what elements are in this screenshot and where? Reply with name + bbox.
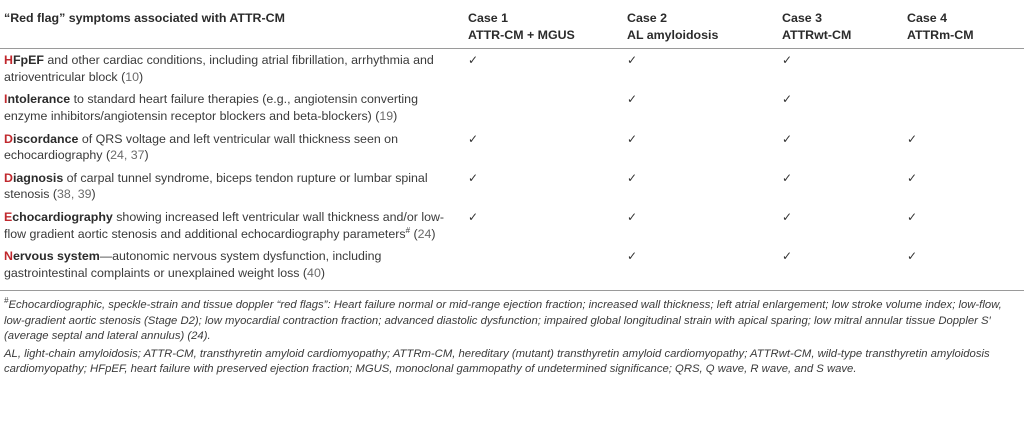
symptom-keyword: ervous system bbox=[12, 249, 100, 264]
mnemonic-letter: I bbox=[4, 92, 8, 107]
table-row bbox=[0, 245, 1024, 284]
symptom-description: showing increased left ventricular wall thickness and/or low-flow gradient aortic stenosis and additional echocardiography parameters bbox=[4, 209, 445, 241]
check-icon: ✓ bbox=[468, 53, 479, 68]
echo-footnote-mark: # bbox=[4, 296, 9, 306]
symptom-keyword: FpEF bbox=[12, 53, 44, 68]
case-3-cell bbox=[782, 206, 907, 245]
table-row bbox=[0, 88, 1024, 127]
reference-close: ) bbox=[393, 108, 398, 123]
case-2-cell bbox=[627, 49, 782, 89]
echo-footnote-text: Echocardiographic, speckle-strain and tissue doppler “red flags”: Heart failure normal or mid-range ejection fraction; increased wall thickness; left atrial enlargement; low stroke volume index; low-flow, low-gradient aortic stenosis (Stage D2); low myocardial contraction fraction; advanced diastolic dysfunction; impaired global longitudinal strain with apical sparing; low mitral annular tissue Doppler S′ (average septal and lateral annulus) (24). bbox=[4, 299, 1002, 343]
reference-numbers: 40 bbox=[307, 265, 321, 280]
case-2-subtitle: AL amyloidosis bbox=[627, 27, 719, 42]
case-4-title: Case 4 bbox=[907, 11, 947, 25]
case-1-cell bbox=[468, 49, 627, 89]
symptom-keyword: chocardiography bbox=[12, 209, 113, 224]
mnemonic-letter: D bbox=[4, 170, 13, 185]
check-icon: ✓ bbox=[627, 209, 638, 224]
check-icon: ✓ bbox=[907, 249, 918, 264]
case-3-cell bbox=[782, 128, 907, 167]
symptom-description: —autonomic nervous system dysfunction, including gastrointestinal complaints or unexplained weight loss ( bbox=[4, 249, 382, 280]
check-icon: ✓ bbox=[468, 131, 479, 146]
case-1-cell bbox=[468, 245, 627, 284]
mnemonic-letter: E bbox=[4, 209, 13, 224]
mnemonic-letter: D bbox=[4, 131, 13, 146]
table-row bbox=[0, 206, 1024, 245]
case-1-cell bbox=[468, 88, 627, 127]
symptom-keyword: iscordance bbox=[12, 131, 79, 146]
table-row bbox=[0, 128, 1024, 167]
header-symptoms bbox=[0, 6, 468, 49]
symptom-keyword: iagnosis bbox=[12, 170, 64, 185]
reference-numbers: 24 bbox=[417, 226, 432, 241]
red-flag-table bbox=[0, 6, 1024, 284]
check-icon: ✓ bbox=[782, 209, 793, 224]
reference-numbers: 19 bbox=[379, 108, 394, 123]
header-case-1 bbox=[468, 6, 627, 49]
header-case-2 bbox=[627, 6, 782, 49]
table-body bbox=[0, 49, 1024, 285]
case-2-cell bbox=[627, 245, 782, 284]
symptom-cell bbox=[0, 88, 468, 127]
case-2-cell bbox=[627, 128, 782, 167]
footnote-marker: # bbox=[405, 225, 411, 235]
check-icon: ✓ bbox=[782, 131, 793, 146]
reference-numbers: 10 bbox=[125, 69, 139, 84]
reference-numbers: 24, 37 bbox=[110, 148, 145, 163]
check-icon: ✓ bbox=[627, 53, 638, 68]
reference-close: ) bbox=[320, 265, 325, 280]
case-4-cell bbox=[907, 88, 1024, 127]
symptom-description: to standard heart failure therapies (e.g., angiotensin converting enzyme inhibitors/angiotensin receptor blockers and beta-blockers) ( bbox=[4, 92, 418, 123]
header-case-4 bbox=[907, 6, 1024, 49]
symptom-cell bbox=[0, 206, 468, 245]
check-icon: ✓ bbox=[468, 170, 479, 185]
abbreviations-footnote bbox=[4, 347, 1020, 378]
reference-close: ) bbox=[91, 187, 96, 202]
abbreviations-text: AL, light-chain amyloidosis; ATTR-CM, transthyretin amyloid cardiomyopathy; ATTRm-CM, hereditary (mutant) transthyretin amyloid cardiomyopathy; ATTRwt-CM, wild-type transthyretin amyloidosis cardiomyopathy; HFpEF, heart failure with preserved ejection fraction; MGUS, monoclonal gammopathy of undetermined significance; QRS, Q wave, R wave, and S wave. bbox=[4, 347, 990, 376]
check-icon: ✓ bbox=[907, 209, 918, 224]
footnote-divider bbox=[0, 290, 1024, 291]
symptom-description: of QRS voltage and left ventricular wall thickness seen on echocardiography ( bbox=[4, 131, 398, 163]
symptom-description-tail: ( bbox=[410, 226, 418, 241]
reference-close: ) bbox=[139, 69, 144, 84]
table-row bbox=[0, 167, 1024, 206]
case-2-cell bbox=[627, 167, 782, 206]
reference-close: ) bbox=[144, 148, 149, 163]
footnotes bbox=[4, 298, 1020, 378]
symptom-keyword: ntolerance bbox=[7, 92, 71, 107]
symptom-cell bbox=[0, 128, 468, 167]
case-3-cell bbox=[782, 245, 907, 284]
mnemonic-letter: N bbox=[4, 249, 13, 264]
case-1-subtitle: ATTR-CM + MGUS bbox=[468, 27, 575, 42]
reference-close: ) bbox=[431, 226, 436, 241]
case-3-cell bbox=[782, 167, 907, 206]
case-4-cell bbox=[907, 167, 1024, 206]
case-3-subtitle: ATTRwt-CM bbox=[782, 27, 852, 42]
header-symptoms-label: “Red flag” symptoms associated with ATTR-CM bbox=[4, 11, 285, 25]
case-3-title: Case 3 bbox=[782, 11, 822, 25]
case-3-cell bbox=[782, 49, 907, 89]
check-icon: ✓ bbox=[627, 170, 638, 185]
table-row bbox=[0, 49, 1024, 89]
case-1-cell bbox=[468, 206, 627, 245]
check-icon: ✓ bbox=[627, 131, 638, 146]
mnemonic-letter: H bbox=[4, 53, 13, 68]
check-icon: ✓ bbox=[627, 92, 638, 107]
case-4-cell bbox=[907, 245, 1024, 284]
case-2-title: Case 2 bbox=[627, 11, 667, 25]
check-icon: ✓ bbox=[907, 170, 918, 185]
table-header-row bbox=[0, 6, 1024, 49]
case-1-title: Case 1 bbox=[468, 11, 508, 25]
case-4-cell bbox=[907, 128, 1024, 167]
case-4-cell bbox=[907, 49, 1024, 89]
case-4-cell bbox=[907, 206, 1024, 245]
case-1-cell bbox=[468, 128, 627, 167]
case-4-subtitle: ATTRm-CM bbox=[907, 27, 974, 42]
case-3-cell bbox=[782, 88, 907, 127]
symptom-cell bbox=[0, 167, 468, 206]
symptom-description: and other cardiac conditions, including atrial fibrillation, arrhythmia and atrioventricular block ( bbox=[4, 53, 434, 84]
check-icon: ✓ bbox=[782, 170, 793, 185]
symptom-description: of carpal tunnel syndrome, biceps tendon rupture or lumbar spinal stenosis ( bbox=[4, 170, 428, 202]
check-icon: ✓ bbox=[627, 249, 638, 264]
check-icon: ✓ bbox=[782, 53, 793, 68]
symptom-cell bbox=[0, 49, 468, 89]
case-2-cell bbox=[627, 206, 782, 245]
reference-numbers: 38, 39 bbox=[57, 187, 92, 202]
check-icon: ✓ bbox=[782, 249, 793, 264]
case-1-cell bbox=[468, 167, 627, 206]
header-case-3 bbox=[782, 6, 907, 49]
symptom-cell bbox=[0, 245, 468, 284]
echo-footnote bbox=[4, 298, 1020, 345]
check-icon: ✓ bbox=[782, 92, 793, 107]
case-2-cell bbox=[627, 88, 782, 127]
check-icon: ✓ bbox=[907, 131, 918, 146]
check-icon: ✓ bbox=[468, 209, 479, 224]
